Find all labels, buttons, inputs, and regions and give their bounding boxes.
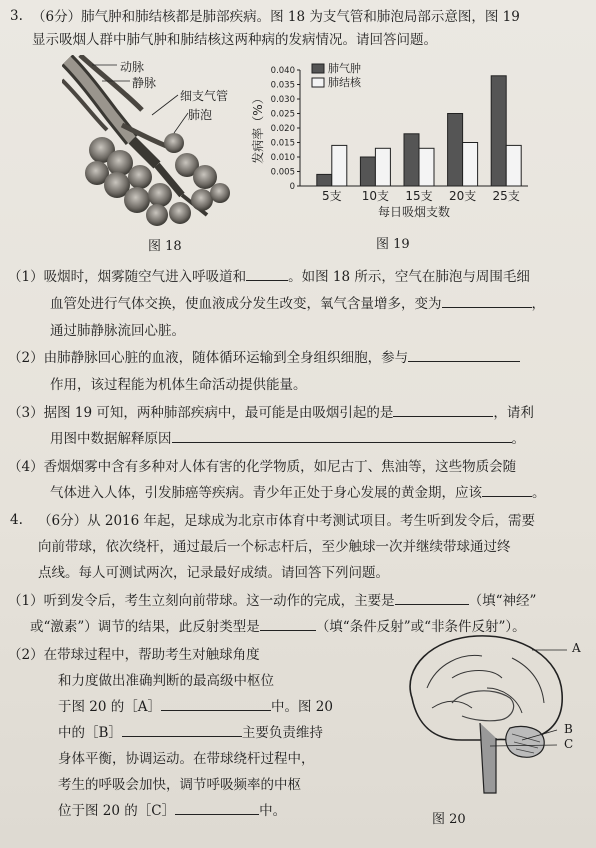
- answer-blank-q3-3a[interactable]: [393, 404, 493, 417]
- bar-emphysema-3: [448, 114, 463, 187]
- figure-18-caption: 图 18: [148, 239, 182, 254]
- q3-sub1-text-d: ，: [531, 296, 545, 312]
- bar-emphysema-4: [491, 76, 506, 186]
- label-vein: 静脉: [132, 76, 157, 90]
- y-tick-label-3: 0.015: [270, 138, 295, 149]
- bar-tuberculosis-0: [332, 145, 347, 186]
- q3-sub3-line1: [8, 404, 534, 422]
- q3-sub3-line2: [50, 430, 525, 448]
- q3-sub1-line1: [8, 268, 530, 286]
- q4-sub2-line6: 考生的呼吸会加快，调节呼吸频率的中枢: [58, 777, 301, 793]
- q4-number: 4.: [10, 512, 23, 528]
- q4-sub2-text-c: 中的［B］: [58, 725, 122, 741]
- label-bronchiole: 细支气管: [180, 89, 229, 103]
- legend-swatch-1: [312, 78, 324, 87]
- y-tick-label-7: 0.035: [270, 80, 295, 91]
- y-tick-label-2: 0.010: [270, 153, 295, 163]
- figure-20-brain-illustration: [392, 628, 572, 798]
- answer-blank-q3-1b[interactable]: [442, 295, 532, 308]
- q4-header-line3: 点线。每人可测试两次，记录最好成绩。请回答下列问题。: [38, 565, 389, 581]
- q4-sub2-line1: （2）在带球过程中，帮助考生对触球角度: [8, 647, 260, 663]
- q3-sub1-line2: [50, 295, 545, 313]
- q4-header-line2: 向前带球，依次绕杆，通过最后一个标志杆后，至少触球一次并继续带球通过终: [38, 539, 511, 555]
- answer-blank-q4-1a[interactable]: [395, 592, 469, 605]
- q3-number: 3.: [10, 8, 23, 24]
- q4-sub2-line5: 身体平衡，协调运动。在带球绕杆过程中，: [58, 751, 315, 767]
- q3-sub3-text-a: （3）据图 19 可知，两种肺部疾病中，最可能是由吸烟引起的是: [8, 405, 394, 421]
- y-tick-label-4: 0.020: [270, 124, 295, 134]
- q4-sub2-line3: [58, 698, 333, 716]
- bar-emphysema-0: [317, 174, 332, 186]
- q3-sub4-line2: [50, 484, 546, 502]
- q4-sub2-line7: [58, 802, 286, 820]
- figure-19-chart: [248, 58, 548, 228]
- q4-sub2-text-d: 主要负责维持: [241, 725, 323, 741]
- bar-tuberculosis-3: [463, 143, 478, 187]
- y-tick-label-5: 0.025: [270, 109, 295, 120]
- q4-header-line1: （6分）从 2016 年起，足球成为北京市体育中考测试项目。考生听到发令后，需要: [38, 513, 536, 529]
- q4-sub2-text-b: 中。图 20: [271, 699, 333, 715]
- figure-19-caption: 图 19: [376, 237, 410, 252]
- legend-label-0: 肺气肿: [328, 62, 361, 75]
- q4-sub2-text-a: 于图 20 的［A］: [58, 699, 162, 715]
- alveoli-cluster: [85, 133, 230, 226]
- figure-20-caption: 图 20: [432, 812, 466, 827]
- q3-sub2-line2: 作用，该过程能为机体生命活动提供能量。: [50, 377, 307, 393]
- legend-label-1: 肺结核: [328, 76, 361, 89]
- x-tick-label-2: 15支: [405, 189, 433, 203]
- answer-blank-q4-2b[interactable]: [122, 724, 242, 737]
- q4-sub1-text-c: 或“激素”）调节的结果，此反射类型是: [30, 619, 260, 635]
- bar-emphysema-1: [360, 157, 375, 186]
- y-tick-label-0: 0: [289, 182, 295, 192]
- bar-tuberculosis-4: [506, 145, 521, 186]
- q4-sub1-text-a: （1）听到发令后，考生立刻向前带球。这一动作的完成，主要是: [8, 593, 395, 609]
- q3-sub1-line3: 通过肺静脉流回心脏。: [50, 323, 185, 339]
- x-tick-label-4: 25支: [492, 189, 520, 203]
- label-alveolus: 肺泡: [188, 108, 213, 122]
- q3-header-line1: （6分）肺气肿和肺结核都是肺部疾病。图 18 为支气管和肺泡局部示意图，图 19: [32, 9, 520, 25]
- q4-sub1-text-d: （填“条件反射”或“非条件反射”）。: [315, 619, 526, 635]
- answer-blank-q4-1b[interactable]: [260, 618, 316, 631]
- bar-tuberculosis-1: [375, 148, 390, 186]
- x-tick-label-0: 5支: [321, 189, 342, 203]
- q4-sub1-text-b: （填“神经”: [468, 593, 537, 609]
- label-artery: 动脉: [120, 60, 145, 74]
- x-axis-label: 每日吸烟支数: [377, 205, 451, 219]
- q3-sub3-text-b: ，请利: [493, 405, 534, 421]
- q3-sub1-text-c: 血管处进行气体交换，使血液成分发生改变，氧气含量增多，变为: [50, 296, 442, 312]
- legend-swatch-0: [312, 64, 324, 73]
- q3-sub4-line1: （4）香烟烟雾中含有多种对人体有害的化学物质，如尼古丁、焦油等，这些物质会随: [8, 459, 517, 475]
- y-tick-label-1: 0.005: [270, 167, 295, 178]
- q4-sub2-text-f: 中。: [259, 803, 287, 819]
- answer-blank-q3-2[interactable]: [408, 349, 520, 362]
- q3-sub1-text-b: 。如图 18 所示，空气在肺泡与周围毛细: [288, 269, 530, 285]
- fig20-label-a: A: [572, 641, 581, 655]
- q3-sub3-text-d: 。: [511, 431, 525, 447]
- q3-header-line2: 显示吸烟人群中肺气肿和肺结核这两种病的发病情况。请回答问题。: [32, 32, 437, 48]
- answer-blank-q3-3b[interactable]: [172, 430, 512, 443]
- q3-sub4-text-a: 气体进入人体，引发肺癌等疾病。青少年正处于身心发展的黄金期，应该: [50, 485, 482, 501]
- x-tick-label-1: 10支: [361, 189, 390, 203]
- q4-sub1-line1: [8, 592, 536, 610]
- q3-sub3-text-c: 用图中数据解释原因: [50, 431, 172, 447]
- bar-tuberculosis-2: [419, 148, 434, 186]
- q3-sub4-text-b: 。: [532, 485, 546, 501]
- y-axis-label: 发病率（%）: [251, 92, 265, 164]
- y-tick-label-8: 0.040: [270, 66, 295, 76]
- q3-sub1-text-a: （1）吸烟时，烟雾随空气进入呼吸道和: [8, 269, 247, 285]
- x-tick-label-3: 20支: [448, 189, 477, 203]
- q4-sub2-text-e: 位于图 20 的［C］: [58, 803, 176, 819]
- q4-sub2-line2: 和力度做出准确判断的最高级中枢位: [58, 673, 274, 689]
- y-tick-label-6: 0.030: [270, 95, 295, 105]
- q4-sub2-line4: [58, 724, 323, 742]
- fig20-label-c: C: [564, 737, 574, 751]
- bar-emphysema-2: [404, 134, 419, 186]
- q3-sub2-line1: [8, 349, 520, 367]
- fig20-label-b: B: [564, 722, 573, 736]
- q3-sub2-text-a: （2）由肺静脉回心脏的血液，随体循环运输到全身组织细胞，参与: [8, 350, 409, 366]
- answer-blank-q4-2c[interactable]: [175, 802, 259, 815]
- answer-blank-q4-2a[interactable]: [161, 698, 271, 711]
- answer-blank-q3-4[interactable]: [482, 484, 532, 497]
- answer-blank-q3-1a[interactable]: [246, 268, 288, 281]
